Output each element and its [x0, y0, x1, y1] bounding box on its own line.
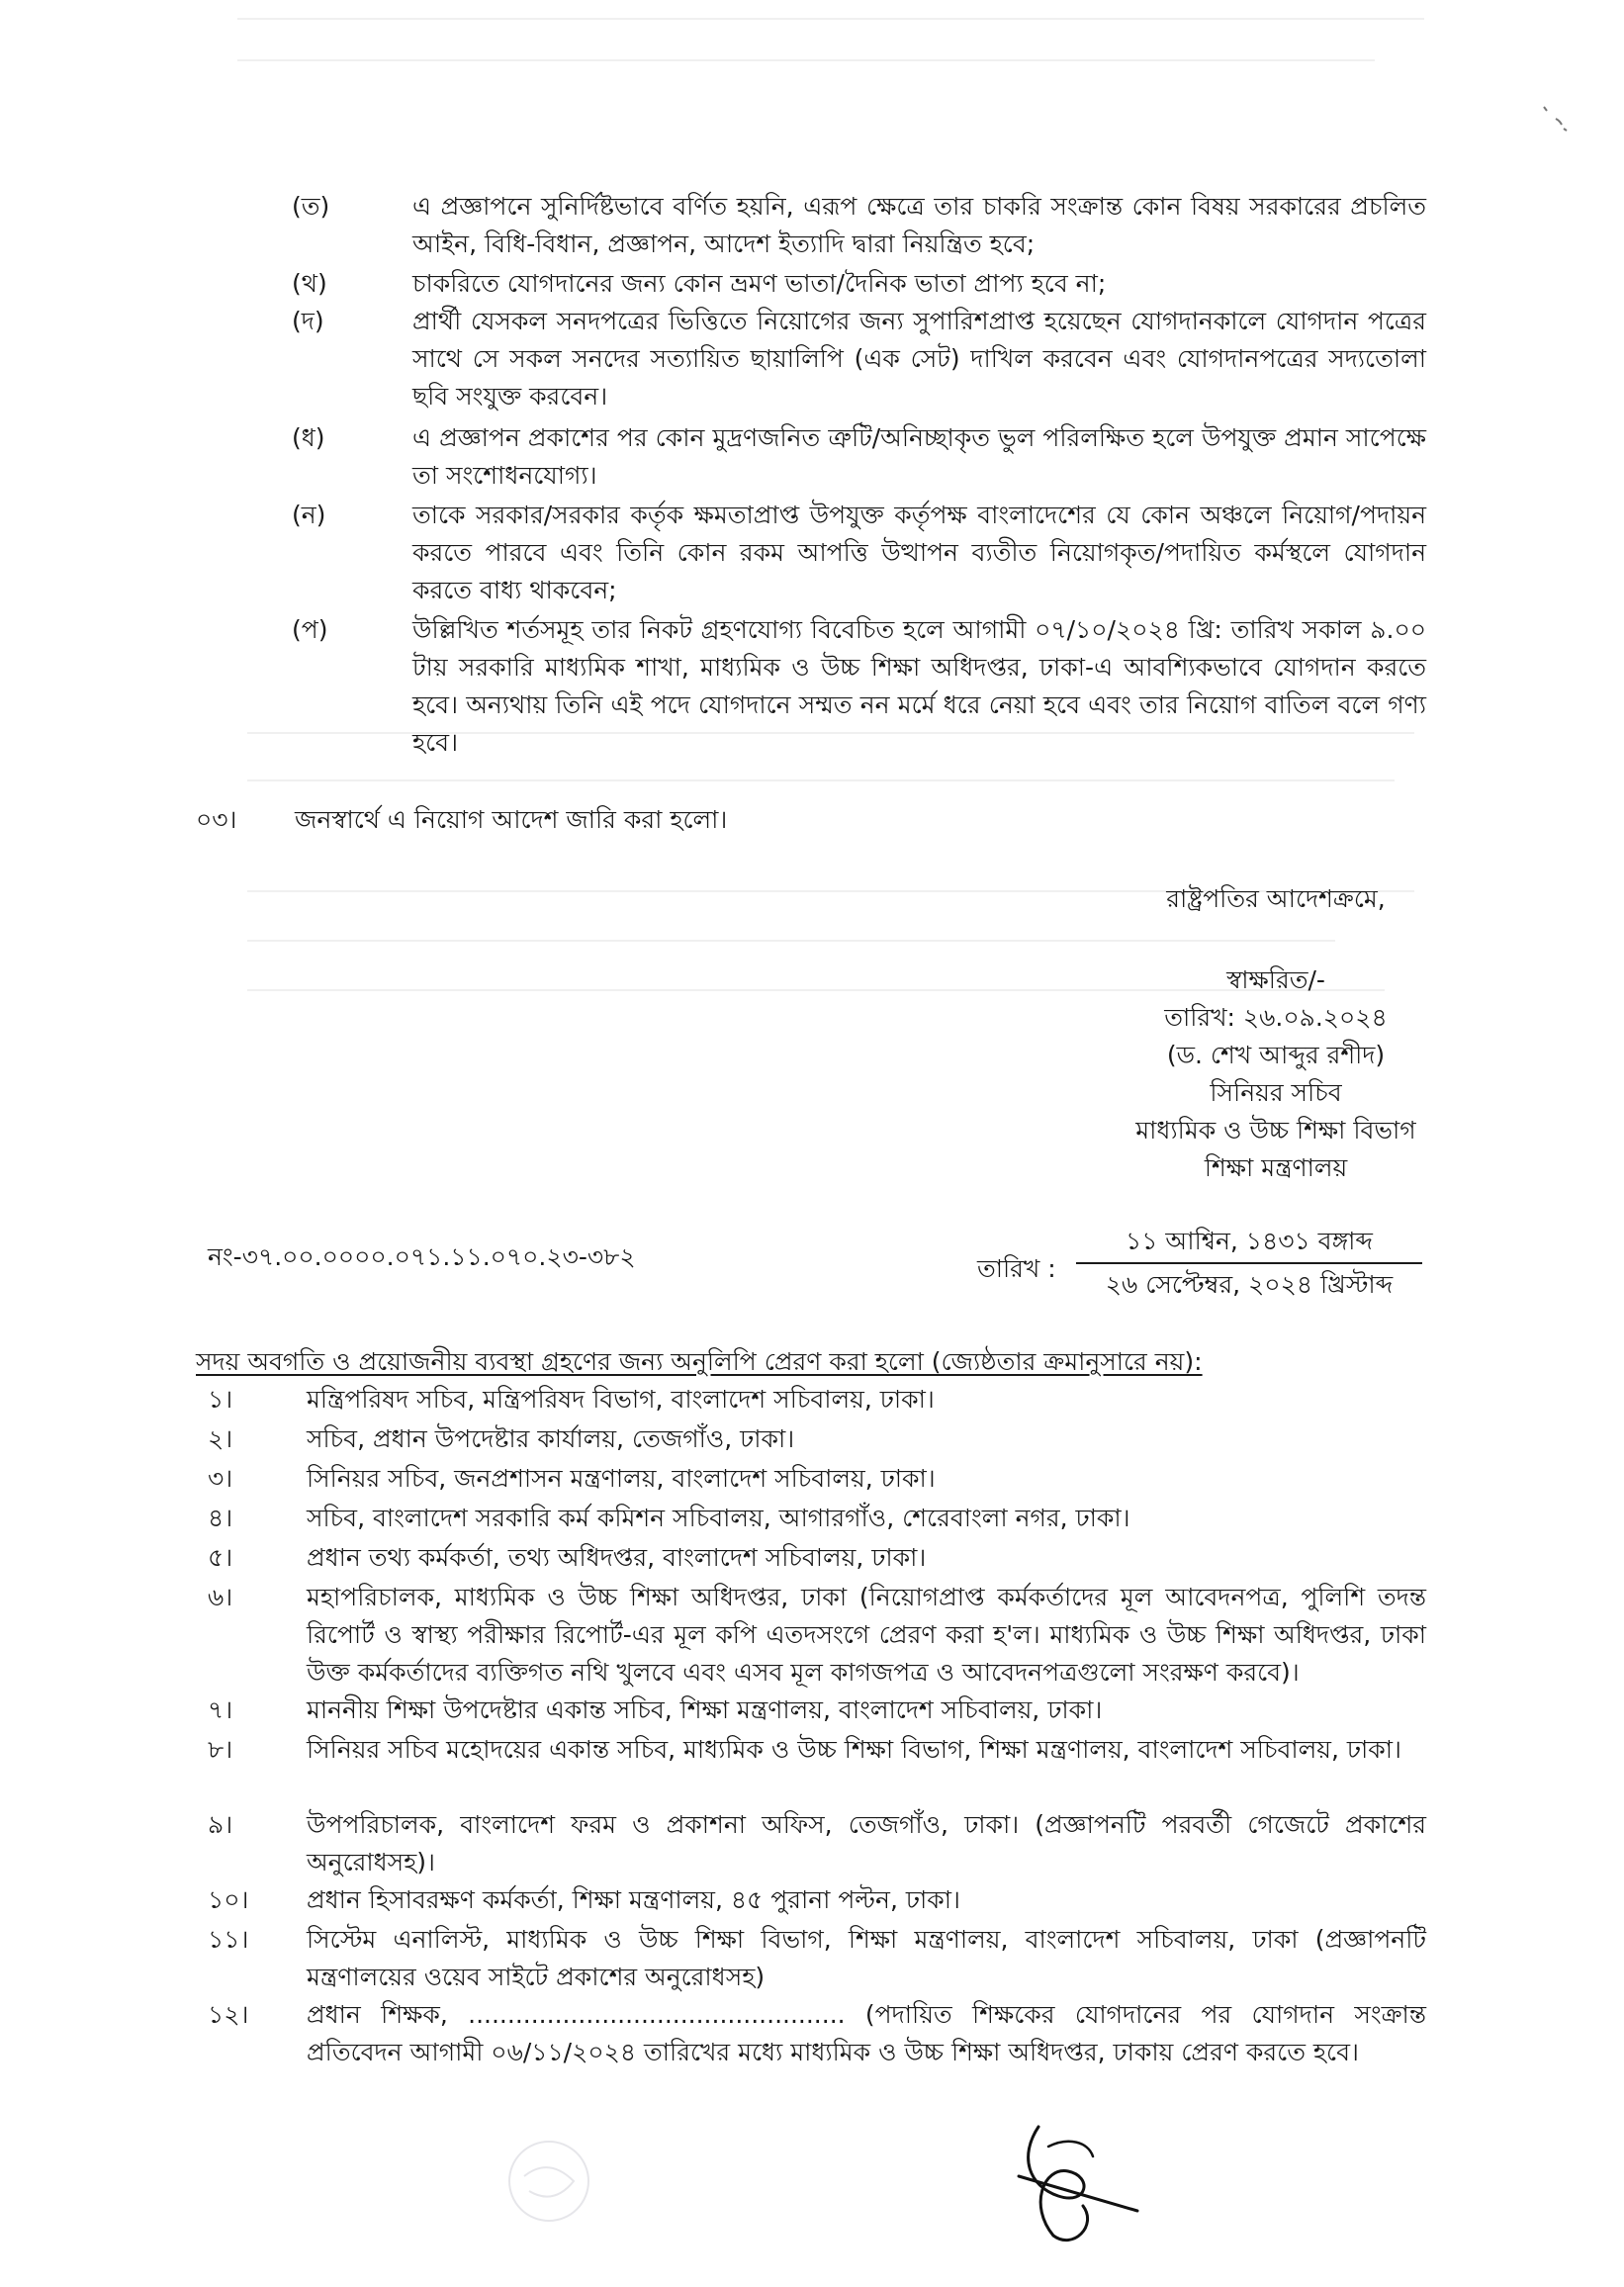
clause-text: এ প্রজ্ঞাপন প্রকাশের পর কোন মুদ্রণজনিত ত্রুটি/অনিচ্ছাকৃত ভুল পরিলক্ষিত হলে উপযুক্ত প্রমান সাপেক্ষে তা সংশোধনযোগ্য। — [412, 423, 1426, 490]
signed-mark: স্বাক্ষরিত/- — [1226, 965, 1325, 994]
memo-date-label: তারিখ : — [977, 1254, 1056, 1283]
copy-recipient: মহাপরিচালক, মাধ্যমিক ও উচ্চ শিক্ষা অধিদপ্তর, ঢাকা (নিয়োগপ্রাপ্ত কর্মকর্তাদের মূল আবেদনপত্র, পুলিশি তদন্ত রিপোর্ট ও স্বাস্থ্য পরীক্ষার রিপোর্ট-এর মূল কপি এতদসংগে প্রেরণ করা হ'ল। মাধ্যমিক ও উচ্চ শিক্ষা অধিদপ্তর, ঢাকা উক্ত কর্মকর্তাদের ব্যক্তিগত নথি খুলবে এবং এসব মূল কাগজপত্র ও আবেদনপত্রগুলো সংরক্ষণ করবে)। — [307, 1583, 1426, 1687]
bleed-through-line — [247, 940, 1335, 942]
clause-index: (থ) — [292, 269, 327, 298]
stamp-ghost — [495, 2127, 603, 2236]
copy-number: ৭। — [208, 1695, 233, 1724]
clause-index: (ত) — [292, 192, 330, 221]
copy-number: ৮। — [208, 1735, 233, 1764]
signatory-name: (ড. শেখ আব্দুর রশীদ) — [1166, 1041, 1386, 1069]
memo-date-bangla: ১১ আশ্বিন, ১৪৩১ বঙ্গাব্দ — [1126, 1227, 1373, 1255]
bleed-through-line — [237, 18, 1424, 20]
copy-number: ১১। — [208, 1925, 249, 1954]
copy-number: ৬। — [208, 1583, 233, 1611]
clause-index: (ধ) — [292, 423, 325, 452]
bleed-through-line — [237, 59, 1375, 61]
handwritten-signature — [999, 2117, 1147, 2255]
signatory-ministry: শিক্ষা মন্ত্রণালয় — [1204, 1153, 1348, 1182]
memo-number: নং-৩৭.০০.০০০০.০৭১.১১.০৭০.২৩-৩৮২ — [208, 1242, 636, 1271]
copy-number: ৩। — [208, 1464, 233, 1493]
copy-number: ৫। — [208, 1543, 233, 1572]
copy-number: ২। — [208, 1424, 233, 1453]
copy-recipient: সিনিয়র সচিব, জনপ্রশাসন মন্ত্রণালয়, বাংলাদেশ সচিবালয়, ঢাকা। — [307, 1464, 936, 1493]
memo-date-box — [1076, 1223, 1422, 1304]
copy-recipient: সিস্টেম এনালিস্ট, মাধ্যমিক ও উচ্চ শিক্ষা বিভাগ, শিক্ষা মন্ত্রণালয়, বাংলাদেশ সচিবালয়, ঢাকা (প্রজ্ঞাপনটি মন্ত্রণালয়ের ওয়েব সাইটে প্রকাশের অনুরোধসহ) — [307, 1925, 1426, 1991]
clause-index: (ন) — [292, 501, 326, 529]
copy-recipient: প্রধান তথ্য কর্মকর্তা, তথ্য অধিদপ্তর, বাংলাদেশ সচিবালয়, ঢাকা। — [307, 1543, 927, 1572]
copy-recipient: প্রধান শিক্ষক, ................................................ (পদায়িত শিক্ষকের যোগদানের পর যোগদান সংক্রান্ত প্রতিবেদন আগামী ০৬/১১/২০২৪ তারিখের মধ্যে মাধ্যমিক ও উচ্চ শিক্ষা অধিদপ্তর, ঢাকায় প্রেরণ করতে হবে। — [307, 2000, 1426, 2066]
copy-number: ১। — [208, 1385, 233, 1414]
memo-date-gregorian: ২৬ সেপ্টেম্বর, ২০২৪ খ্রিস্টাব্দ — [1105, 1270, 1394, 1299]
clause-index: (প) — [292, 615, 328, 644]
by-order-line: রাষ্ট্রপতির আদেশক্রমে, — [1166, 884, 1386, 913]
copy-number: ১২। — [208, 2000, 249, 2029]
copy-recipient: মাননীয় শিক্ষা উপদেষ্টার একান্ত সচিব, শিক্ষা মন্ত্রণালয়, বাংলাদেশ সচিবালয়, ঢাকা। — [307, 1695, 1103, 1724]
copy-recipient: সচিব, বাংলাদেশ সরকারি কর্ম কমিশন সচিবালয়, আগারগাঁও, শেরেবাংলা নগর, ঢাকা। — [307, 1504, 1130, 1532]
clause-text: উল্লিখিত শর্তসমূহ তার নিকট গ্রহণযোগ্য বিবেচিত হলে আগামী ০৭/১০/২০২৪ খ্রি: তারিখ সকাল ৯.০০ টায় সরকারি মাধ্যমিক শাখা, মাধ্যমিক ও উচ্চ শিক্ষা অধিদপ্তর, ঢাকা-এ আবশ্যিকভাবে যোগদান করতে হবে। অন্যথায় তিনি এই পদে যোগদানে সম্মত নন মর্মে ধরে নেয়া হবে এবং তার নিয়োগ বাতিল বলে গণ্য হবে। — [412, 615, 1426, 757]
clause-text: প্রার্থী যেসকল সনদপত্রের ভিত্তিতে নিয়োগের জন্য সুপারিশপ্রাপ্ত হয়েছেন যোগদানকালে যোগদান পত্রের সাথে সে সকল সনদের সত্যায়িত ছায়ালিপি (এক সেট) দাখিল করবেন এবং যোগদানপত্রের সদ্যতোলা ছবি সংযুক্ত করবেন। — [412, 307, 1426, 411]
copy-recipient: মন্ত্রিপরিষদ সচিব, মন্ত্রিপরিষদ বিভাগ, বাংলাদেশ সচিবালয়, ঢাকা। — [307, 1385, 935, 1414]
signatory-designation: সিনিয়র সচিব — [1210, 1078, 1342, 1107]
copy-recipient: সচিব, প্রধান উপদেষ্টার কার্যালয়, তেজগাঁও, ঢাকা। — [307, 1424, 795, 1453]
clause-text: চাকরিতে যোগদানের জন্য কোন ভ্রমণ ভাতা/দৈনিক ভাতা প্রাপ্য হবে না; — [412, 269, 1107, 298]
bleed-through-line — [247, 779, 1395, 781]
copy-heading: সদয় অবগতি ও প্রয়োজনীয় ব্যবস্থা গ্রহণের জন্য অনুলিপি প্রেরণ করা হলো (জ্যেষ্ঠতার ক্রমানুসারে নয়): — [196, 1347, 1203, 1376]
signature-date: তারিখ: ২৬.০৯.২০২৪ — [1164, 1003, 1388, 1032]
copy-recipient: উপপরিচালক, বাংলাদেশ ফরম ও প্রকাশনা অফিস, তেজগাঁও, ঢাকা। (প্রজ্ঞাপনটি পরবর্তী গেজেটে প্রকাশের অনুরোধসহ)। — [307, 1810, 1426, 1876]
signatory-division: মাধ্যমিক ও উচ্চ শিক্ষা বিভাগ — [1135, 1116, 1416, 1144]
copy-number: ৪। — [208, 1504, 233, 1532]
copy-number: ১০। — [208, 1885, 249, 1914]
clause-index: (দ) — [292, 307, 324, 335]
clause-text: তাকে সরকার/সরকার কর্তৃক ক্ষমতাপ্রাপ্ত উপযুক্ত কর্তৃপক্ষ বাংলাদেশের যে কোন অঞ্চলে নিয়োগ/পদায়ন করতে পারবে এবং তিনি কোন রকম আপত্তি উত্থাপন ব্যতীত নিয়োগকৃত/পদায়িত কর্মস্থলে যোগদান করতে বাধ্য থাকবেন; — [412, 501, 1426, 604]
date-divider — [1076, 1262, 1422, 1264]
paragraph-text: জনস্বার্থে এ নিয়োগ আদেশ জারি করা হলো। — [295, 805, 728, 834]
clause-text: এ প্রজ্ঞাপনে সুনির্দিষ্টভাবে বর্ণিত হয়নি, এরূপ ক্ষেত্রে তার চাকরি সংক্রান্ত কোন বিষয় সরকারের প্রচলিত আইন, বিধি-বিধান, প্রজ্ঞাপন, আদেশ ইত্যাদি দ্বারা নিয়ন্ত্রিত হবে; — [412, 192, 1426, 258]
ink-mark — [1538, 99, 1578, 138]
copy-recipient: সিনিয়র সচিব মহোদয়ের একান্ত সচিব, মাধ্যমিক ও উচ্চ শিক্ষা বিভাগ, শিক্ষা মন্ত্রণালয়, বাংলাদেশ সচিবালয়, ঢাকা। — [307, 1735, 1401, 1764]
paragraph-number: ০৩। — [196, 805, 237, 834]
copy-number: ৯। — [208, 1810, 233, 1839]
copy-recipient: প্রধান হিসাবরক্ষণ কর্মকর্তা, শিক্ষা মন্ত্রণালয়, ৪৫ পুরানা পল্টন, ঢাকা। — [307, 1885, 960, 1914]
